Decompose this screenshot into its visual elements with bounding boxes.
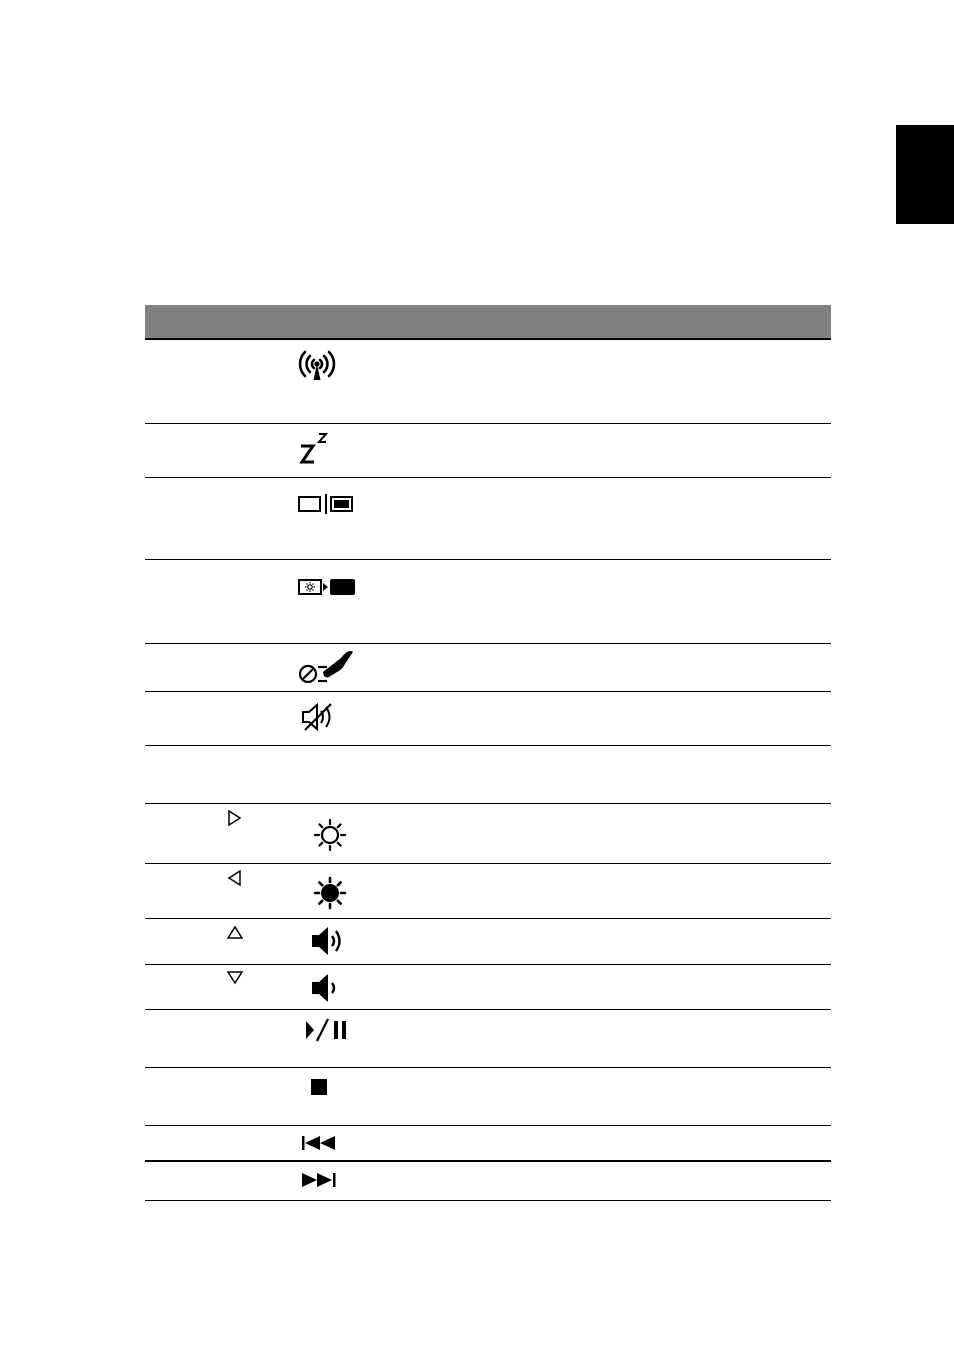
- table-row: [145, 560, 831, 644]
- hotkey-table: [145, 305, 831, 1201]
- brightness-up-icon: [313, 818, 347, 852]
- table-row: [145, 1010, 831, 1068]
- sleep-zz-icon: [299, 432, 333, 466]
- side-tab-marker: [896, 125, 954, 224]
- volume-up-icon: [311, 925, 345, 957]
- arrow-down-outline-icon: [227, 969, 243, 985]
- table-row: [145, 644, 831, 692]
- table-row: [145, 919, 831, 965]
- play-pause-icon: [303, 1018, 349, 1042]
- speaker-mute-icon: [301, 702, 337, 732]
- table-row: [145, 864, 831, 919]
- stop-icon: [310, 1078, 328, 1096]
- wireless-antenna-icon: [297, 350, 337, 382]
- table-row: [145, 1162, 831, 1201]
- table-row: [145, 1068, 831, 1126]
- next-track-icon: [301, 1172, 339, 1188]
- touchpad-toggle-icon: [297, 650, 355, 684]
- table-row: [145, 692, 831, 746]
- table-row: [145, 1126, 831, 1162]
- display-toggle-icon: [298, 494, 354, 514]
- table-header: [145, 305, 831, 340]
- arrow-up-outline-icon: [227, 925, 243, 941]
- arrow-left-outline-icon: [227, 870, 243, 886]
- table-row: [145, 746, 831, 804]
- brightness-down-icon: [313, 876, 347, 910]
- table-row: [145, 965, 831, 1010]
- table-row: [145, 424, 831, 478]
- arrow-right-outline-icon: [227, 810, 243, 826]
- table-row: [145, 340, 831, 424]
- volume-down-icon: [311, 972, 341, 1004]
- table-row: [145, 804, 831, 864]
- previous-track-icon: [301, 1135, 339, 1151]
- table-row: [145, 478, 831, 560]
- screen-blank-icon: [298, 578, 356, 596]
